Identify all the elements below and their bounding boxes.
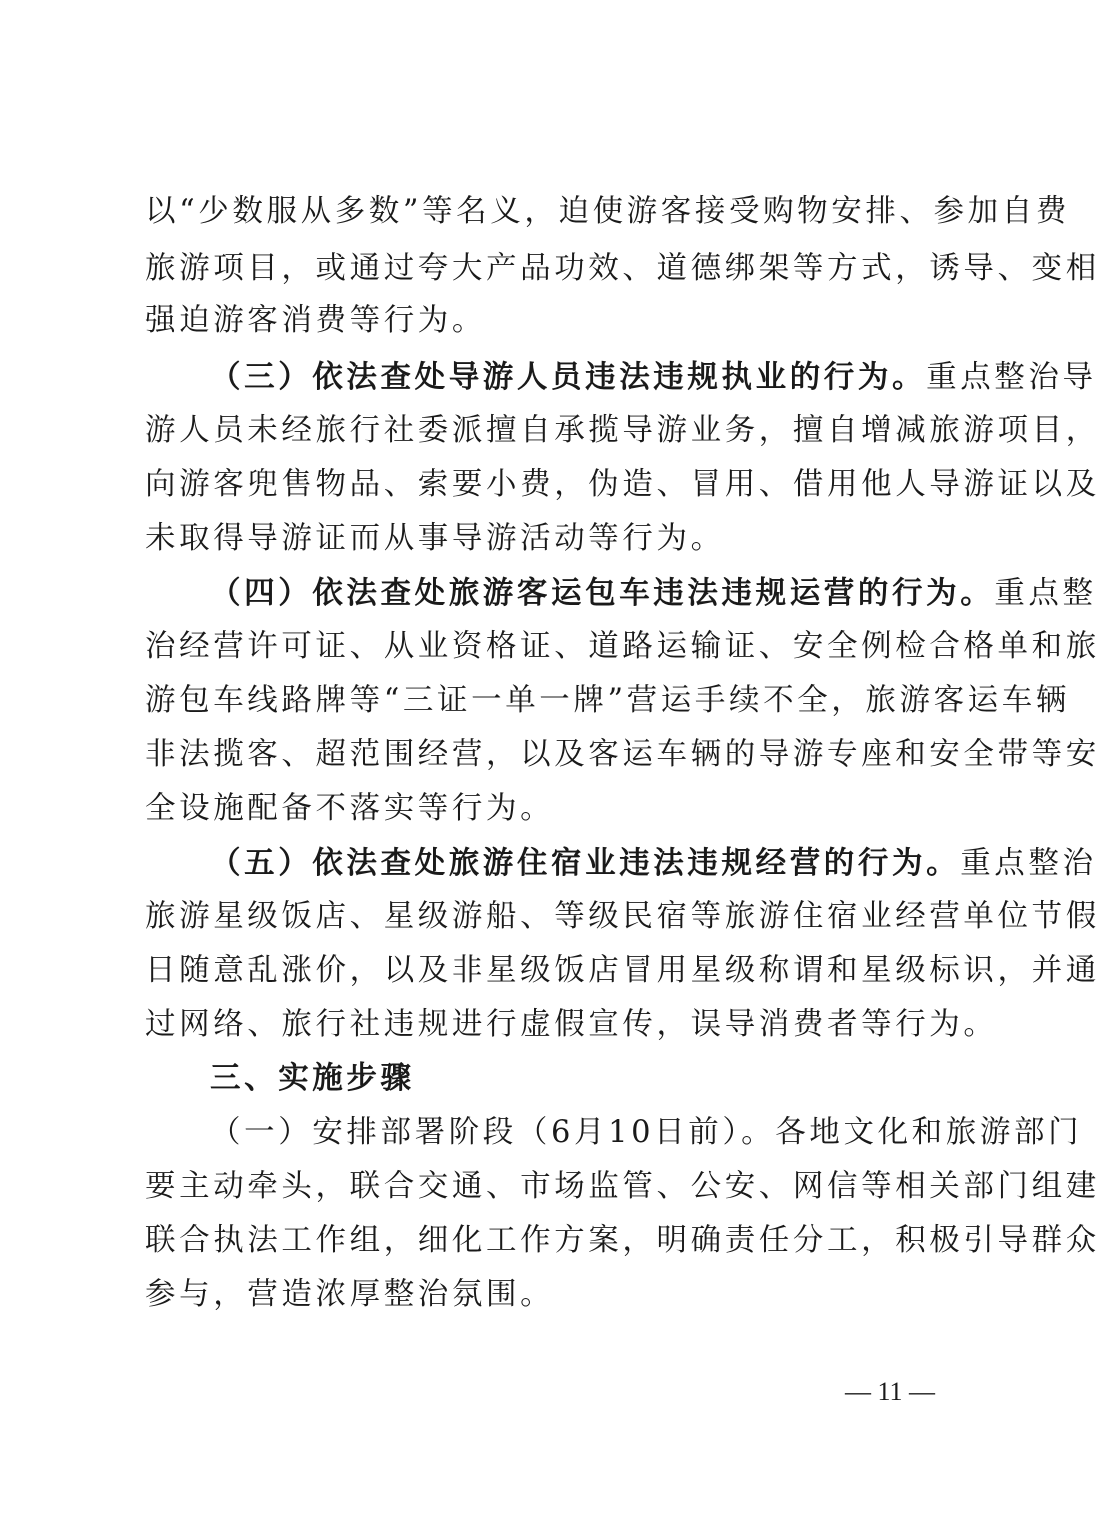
paragraph-lead: （三）依法查处导游人员违法违规执业的行为。 [210, 359, 927, 395]
paragraph-line: 游包车线路牌等“三证一单一牌”营运手续不全，旅游客运车辆 [145, 683, 1070, 718]
paragraph-line: 向游客兜售物品、索要小费，伪造、冒用、借用他人导游证以及 [145, 467, 1100, 502]
paragraph-line: 未取得导游证而从事导游活动等行为。 [145, 521, 725, 556]
paragraph-first-rest: 重点整 [994, 576, 1097, 611]
paragraph-line: 游人员未经旅行社委派擅自承揽导游业务，擅自增减旅游项目， [145, 413, 1100, 448]
paragraph-line: 旅游星级饭店、星级游船、等级民宿等旅游住宿业经营单位节假 [145, 899, 1100, 934]
paragraph-line: 全设施配备不落实等行为。 [145, 791, 555, 826]
paragraph-line: 强迫游客消费等行为。 [145, 303, 486, 338]
section-heading: 三、实施步骤 [210, 1061, 415, 1096]
paragraph-line: 旅游项目，或通过夸大产品功效、道德绑架等方式，诱导、变相 [145, 251, 1100, 286]
paragraph-line: 非法揽客、超范围经营，以及客运车辆的导游专座和安全带等安 [145, 737, 1100, 772]
paragraph-first-line [210, 843, 1097, 883]
paragraph-line: 治经营许可证、从业资格证、道路运输证、安全例检合格单和旅 [145, 629, 1100, 664]
paragraph-line: 要主动牵头，联合交通、市场监管、公安、网信等相关部门组建 [145, 1169, 1100, 1204]
paragraph-line: 日随意乱涨价，以及非星级饭店冒用星级称谓和星级标识，并通 [145, 953, 1100, 988]
paragraph-first-rest: 重点整治 [960, 846, 1097, 881]
paragraph-first-line: （一）安排部署阶段（6月10日前）。各地文化和旅游部门 [210, 1115, 1083, 1150]
paragraph-line: 参与，营造浓厚整治氛围。 [145, 1277, 555, 1312]
paragraph-line: 过网络、旅行社违规进行虚假宣传，误导消费者等行为。 [145, 1007, 998, 1042]
paragraph-lead: （四）依法查处旅游客运包车违法违规运营的行为。 [210, 575, 995, 611]
paragraph-line: 以“少数服从多数”等名义，迫使游客接受购物安排、参加自费 [145, 194, 1070, 229]
paragraph-first-line [210, 357, 1097, 397]
paragraph-line: 联合执法工作组，细化工作方案，明确责任分工，积极引导群众 [145, 1223, 1100, 1258]
paragraph-first-rest: 重点整治导 [926, 360, 1097, 395]
paragraph-lead: （五）依法查处旅游住宿业违法违规经营的行为。 [210, 845, 961, 881]
paragraph-first-line [210, 573, 1097, 613]
page-number: — 11 — [844, 1377, 936, 1406]
